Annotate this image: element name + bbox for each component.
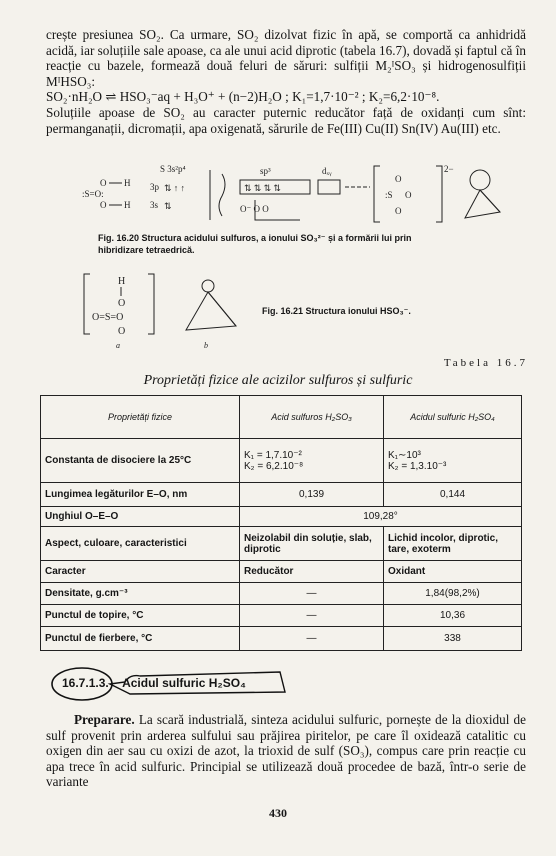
table-title: Proprietăți fizice ale acizilor sulfuros și sulfuric <box>143 373 413 388</box>
table-cell: Lungimea legăturilor E–O, nm <box>41 483 240 507</box>
svg-text:3s: 3s <box>150 200 159 210</box>
svg-text:O: O <box>118 298 126 309</box>
properties-table <box>40 395 522 651</box>
table-cell: 1,84(98,2%) <box>384 583 522 605</box>
table-cell: 338 <box>384 627 522 651</box>
table-row <box>41 527 522 561</box>
svg-text::S=O:: :S=O: <box>82 189 104 199</box>
svg-text:O=S=O: O=S=O <box>92 312 124 323</box>
svg-text:H: H <box>118 276 126 287</box>
body-text-bottom <box>46 712 526 790</box>
table-cell: Punctul de topire, °C <box>41 605 240 627</box>
svg-text:⇅: ⇅ <box>164 201 172 211</box>
table-cell: 10,36 <box>384 605 522 627</box>
table-cell: K₁∼10³ K₂ = 1,3.10⁻³ <box>384 439 522 483</box>
table-row <box>41 583 522 605</box>
table-row <box>41 483 522 507</box>
figure-16-20-caption: Fig. 16.20 Structura acidului sulfuros, a ionului SO₃²⁻ și a formării lui prin hibridizare tetraedrică. <box>98 233 412 255</box>
table-header-row <box>41 396 522 439</box>
table-cell: 0,139 <box>240 483 384 507</box>
paragraph-1: crește presiunea SO₂. Ca urmare, SO₂ dizolvat fizic în apă, se comportă ca anhidridă acidă, iar soluțiile sale apoase, ca ale unui acid diprotic (tabela 16.7), dovadă și faptul că în reacție cu bazele, formează două feluri de săruri: sulfiții M₂ᴵSO₃ și hidrogenosulfiții MᴵHSO₃: <box>46 27 526 89</box>
equation: SO₂·nH₂O ⇌ HSO₃⁻aq + H₃O⁺ + (n−2)H₂O ; K₁=1,7·10⁻² ; K₂=6,2·10⁻⁸. <box>46 89 440 105</box>
svg-text:O: O <box>100 178 107 188</box>
svg-text:O: O <box>405 190 412 200</box>
table-cell: — <box>240 583 384 605</box>
table-cell: 0,144 <box>384 483 522 507</box>
figure-16-20 <box>60 160 530 232</box>
svg-text:⇅ ↑ ↑: ⇅ ↑ ↑ <box>164 183 186 193</box>
svg-text:O: O <box>100 200 107 210</box>
table-row <box>41 507 522 527</box>
page-number: 430 <box>269 806 287 820</box>
table-row <box>41 605 522 627</box>
table-cell: Oxidant <box>384 561 522 583</box>
svg-text:2−: 2− <box>444 164 454 174</box>
section-number: 16.7.1.3. <box>62 676 109 690</box>
header-sulfuric: Acidul sulfuric H₂SO₄ <box>384 396 522 439</box>
svg-text:O: O <box>395 206 402 216</box>
table-cell: Caracter <box>41 561 240 583</box>
svg-text:⇅ ⇅ ⇅ ⇅: ⇅ ⇅ ⇅ ⇅ <box>244 183 281 193</box>
table-cell: K₁ = 1,7.10⁻² K₂ = 6,2.10⁻⁸ <box>240 439 384 483</box>
table-row <box>41 561 522 583</box>
svg-text:O⁻ O O: O⁻ O O <box>240 204 269 214</box>
svg-text:3p: 3p <box>150 182 159 192</box>
table-cell: Punctul de fierbere, °C <box>41 627 240 651</box>
svg-text:H: H <box>124 200 131 210</box>
figure-16-21 <box>78 268 268 350</box>
table-label: Tabela 16.7 <box>443 357 528 369</box>
section-title: Acidul sulfuric H₂SO₄ <box>122 676 246 690</box>
svg-text:H: H <box>124 178 131 188</box>
table-cell: Constanta de disociere la 25°C <box>41 439 240 483</box>
table-row <box>41 439 522 483</box>
table-cell: Densitate, g.cm⁻³ <box>41 583 240 605</box>
svg-text::S: :S <box>385 190 393 200</box>
table-cell: — <box>240 627 384 651</box>
body-text-top <box>46 27 526 136</box>
svg-text:S 3s²p⁴: S 3s²p⁴ <box>160 164 186 174</box>
table-cell: Unghiul O–E–O <box>41 507 240 527</box>
svg-text:O: O <box>118 326 126 337</box>
table-row <box>41 627 522 651</box>
table-cell: Reducător <box>240 561 384 583</box>
fig-label-a: a <box>116 341 120 350</box>
table-cell: 109,28° <box>240 507 522 527</box>
paragraph-3-lead: Preparare. <box>74 712 135 727</box>
table-cell: Neizolabil din soluție, slab, diprotic <box>240 527 384 561</box>
paragraph-2: Soluțiile apoase de SO₂ au caracter puternic reducător față de oxidanți cum sînt: permanganații, dicromații, apa oxigenată, sărurile de Fe(III) Cu(II) Sn(IV) Au(III) etc. <box>46 104 526 136</box>
fig-label-b: b <box>204 341 208 350</box>
header-property: Proprietăți fizice <box>41 396 240 439</box>
paragraph-3-body: La scară industrială, sinteza acidului sulfuric, pornește de la dioxidul de sulf provenit prin arderea sulfului sau prăjirea piritelor, pe care îl oxidează catalitic cu oxigen din aer sau cu oxizi de azot, la trioxid de sulf (SO₃), compus care prin reacție cu apa trece în acid sulfuric. Principial se utilizează două procedee de bază, într-o serie de variante <box>46 712 526 790</box>
svg-text:sp³: sp³ <box>260 166 271 176</box>
header-sulfurous: Acid sulfuros H₂SO₃ <box>240 396 384 439</box>
table-cell: Aspect, culoare, caracteristici <box>41 527 240 561</box>
svg-text:dₓᵧ: dₓᵧ <box>322 166 332 176</box>
table-cell: — <box>240 605 384 627</box>
table-cell: Lichid incolor, diprotic, tare, exoterm <box>384 527 522 561</box>
svg-text:O: O <box>395 174 402 184</box>
paragraph-3 <box>46 712 526 790</box>
figure-16-21-caption: Fig. 16.21 Structura ionului HSO₃⁻. <box>262 306 411 316</box>
section-heading <box>62 676 246 690</box>
